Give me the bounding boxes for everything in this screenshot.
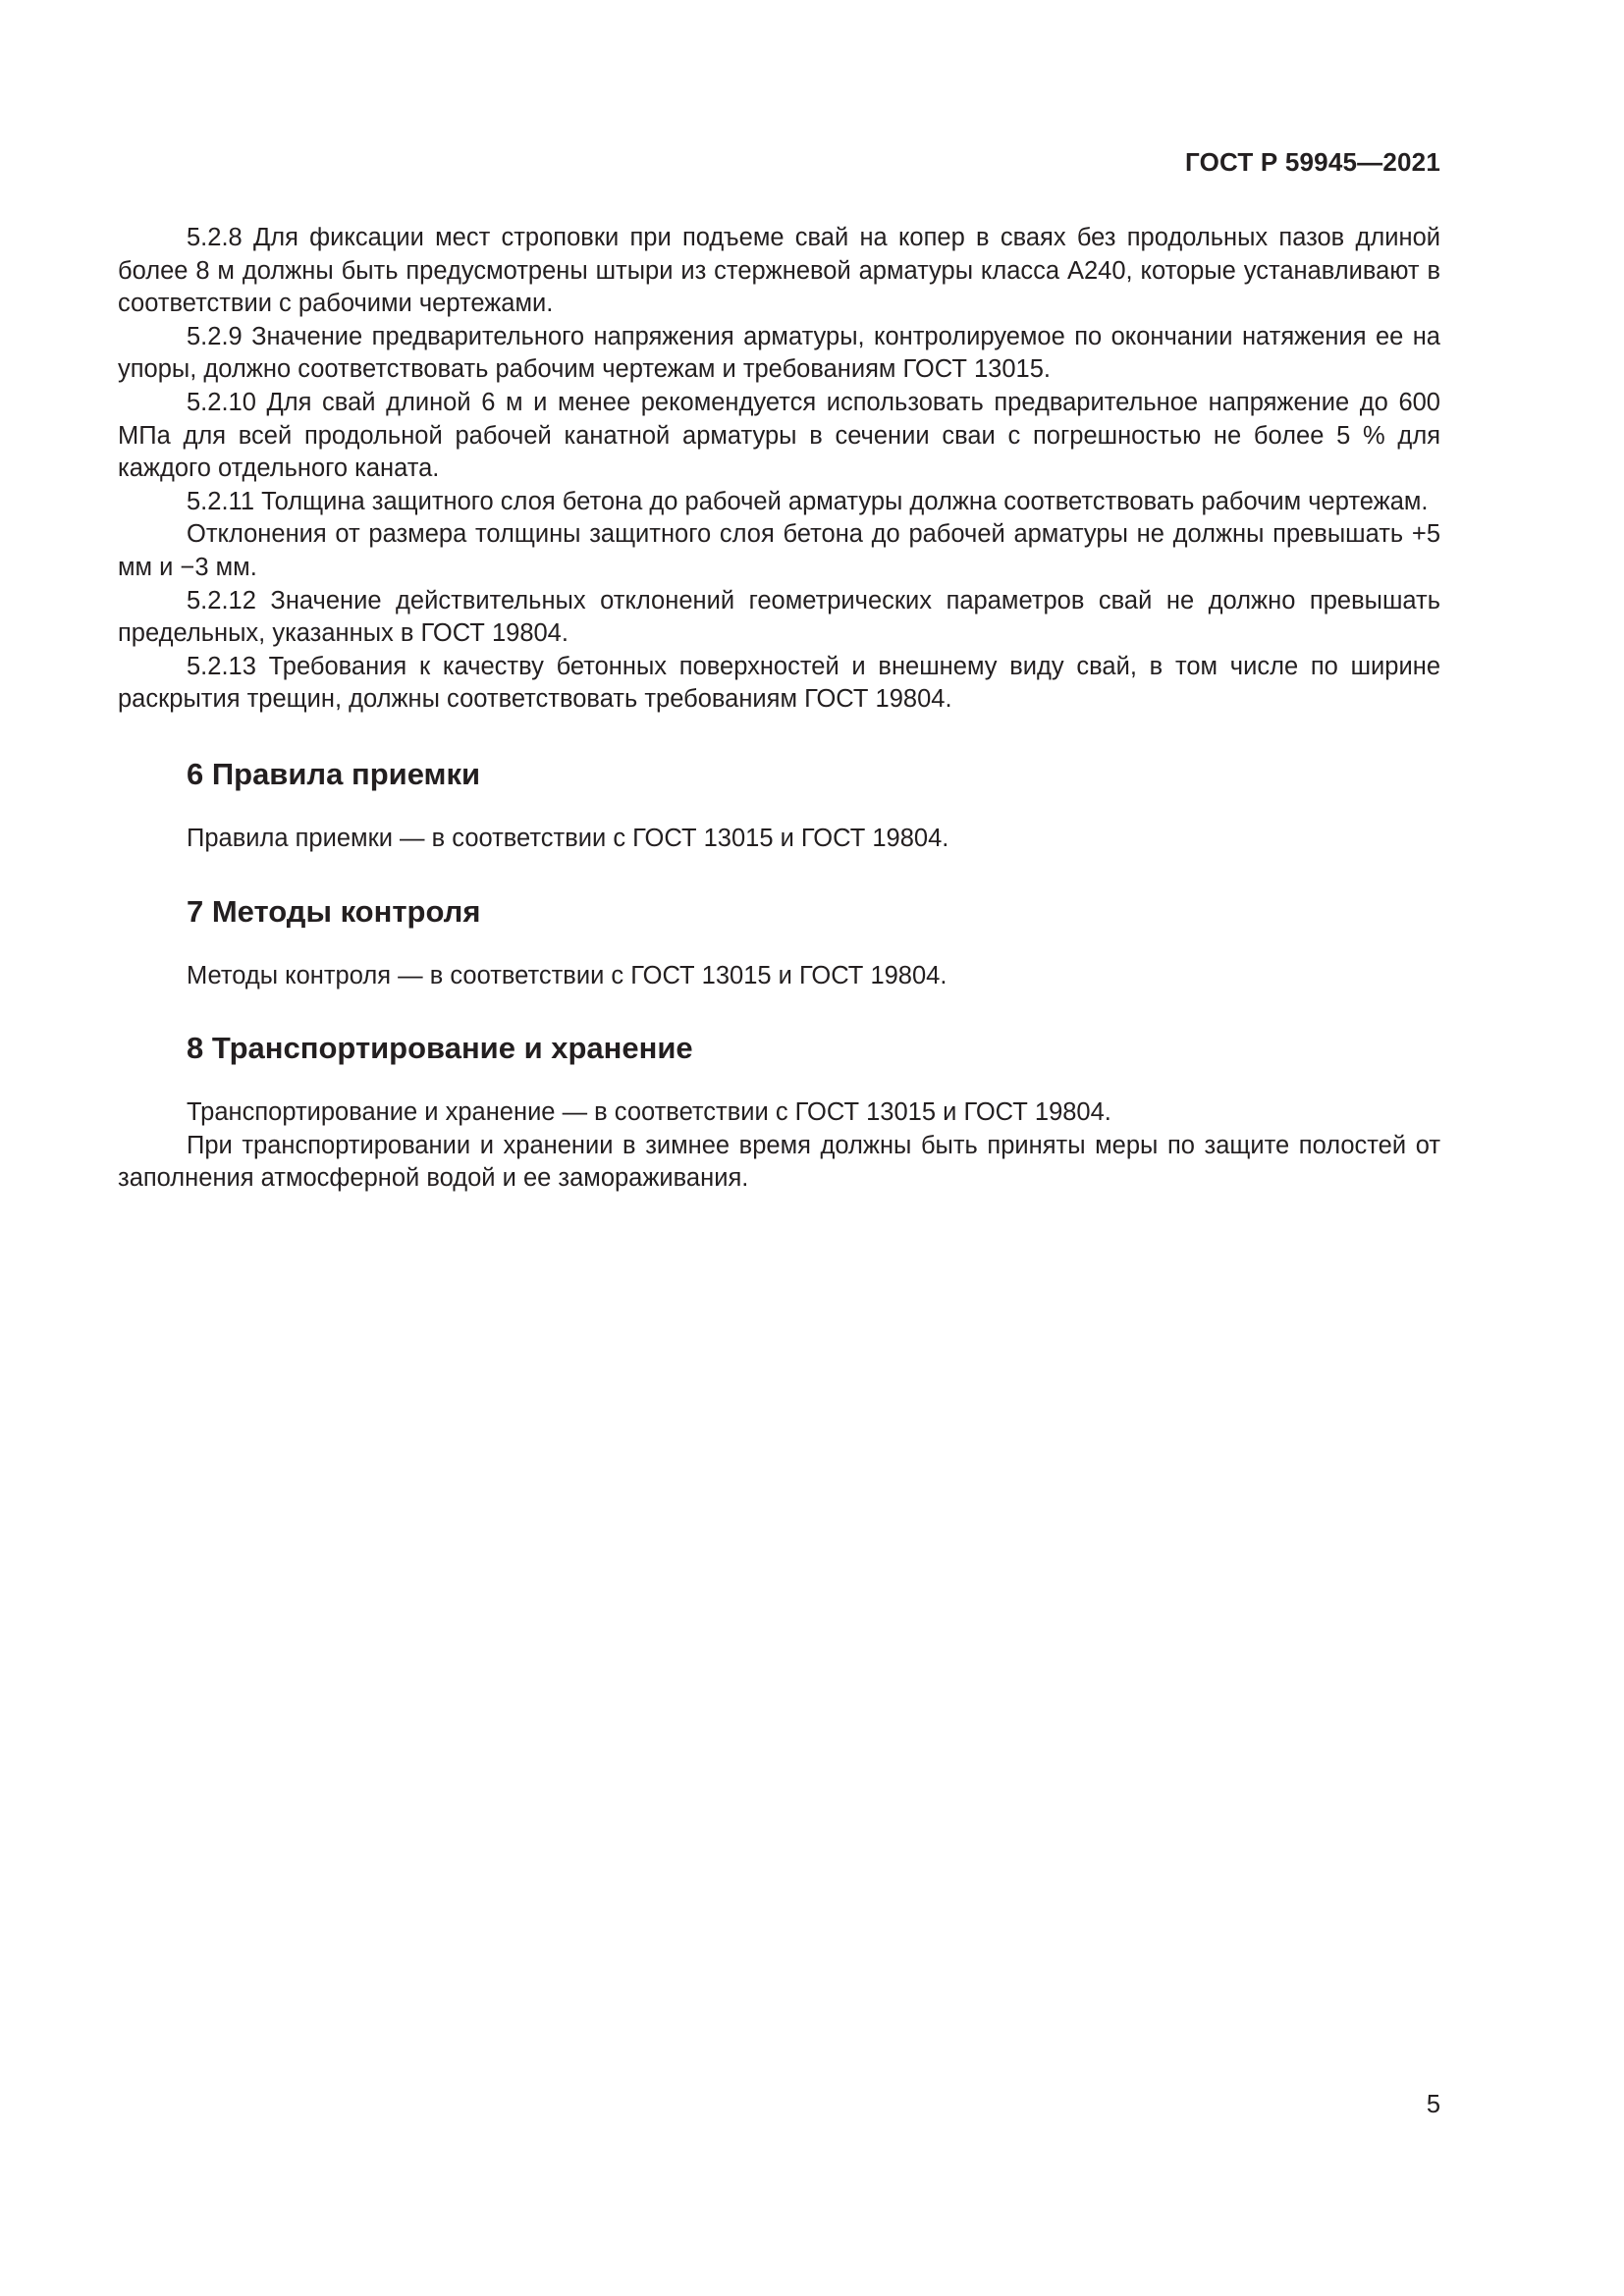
section-6-text: Правила приемки — в соответствии с ГОСТ 13015 и ГОСТ 19804. — [187, 824, 949, 852]
clause-5-2-11: 5.2.11 Толщина защитного слоя бетона до рабочей арматуры должна соответствовать рабочим чертежам. — [187, 487, 1429, 515]
section-8-heading: 8 Транспортирование и хранение — [187, 1031, 693, 1066]
clause-5-2-9: 5.2.9 Значение предварительного напряжения арматуры, контролируемое по окончании натяжения ее на упоры, должно соответствовать рабочим чертежам и требованиям ГОСТ 13015. — [118, 322, 1440, 384]
document-body — [118, 222, 1440, 1196]
clause-5-2-11-deviation: Отклонения от размера толщины защитного слоя бетона до рабочей арматуры не должны превышать +5 мм и −3 мм. — [118, 520, 1440, 581]
clause-5-2-13: 5.2.13 Требования к качеству бетонных поверхностей и внешнему виду свай, в том числе по ширине раскрытия трещин, должны соответствовать требованиям ГОСТ 19804. — [118, 652, 1440, 714]
clause-5-2-8: 5.2.8 Для фиксации мест строповки при подъеме свай на копер в сваях без продольных пазов длиной более 8 м должны быть предусмотрены штыри из стержневой арматуры класса А240, которые устанавливают в соответствии с рабочими чертежами. — [118, 224, 1440, 318]
page-number: 5 — [1426, 2091, 1440, 2118]
section-8-text-2: При транспортировании и хранении в зимнее время должны быть приняты меры по защите полостей от заполнения атмосферной водой и ее замораживания. — [118, 1131, 1440, 1193]
clause-5-2-10: 5.2.10 Для свай длиной 6 м и менее рекомендуется использовать предварительное напряжение до 600 МПа для всей продольной рабочей канатной арматуры в сечении сваи с погрешностью не более 5 % для каждого отдельного каната. — [118, 388, 1440, 483]
section-7-text: Методы контроля — в соответствии с ГОСТ 13015 и ГОСТ 19804. — [187, 961, 947, 989]
clause-5-2-12: 5.2.12 Значение действительных отклонений геометрических параметров свай не должно превышать предельных, указанных в ГОСТ 19804. — [118, 586, 1440, 648]
section-6-heading: 6 Правила приемки — [187, 756, 481, 791]
standard-code: ГОСТ Р 59945—2021 — [1185, 147, 1440, 177]
section-7-heading: 7 Методы контроля — [187, 893, 481, 929]
section-8-text-1: Транспортирование и хранение — в соответствии с ГОСТ 13015 и ГОСТ 19804. — [187, 1098, 1111, 1127]
